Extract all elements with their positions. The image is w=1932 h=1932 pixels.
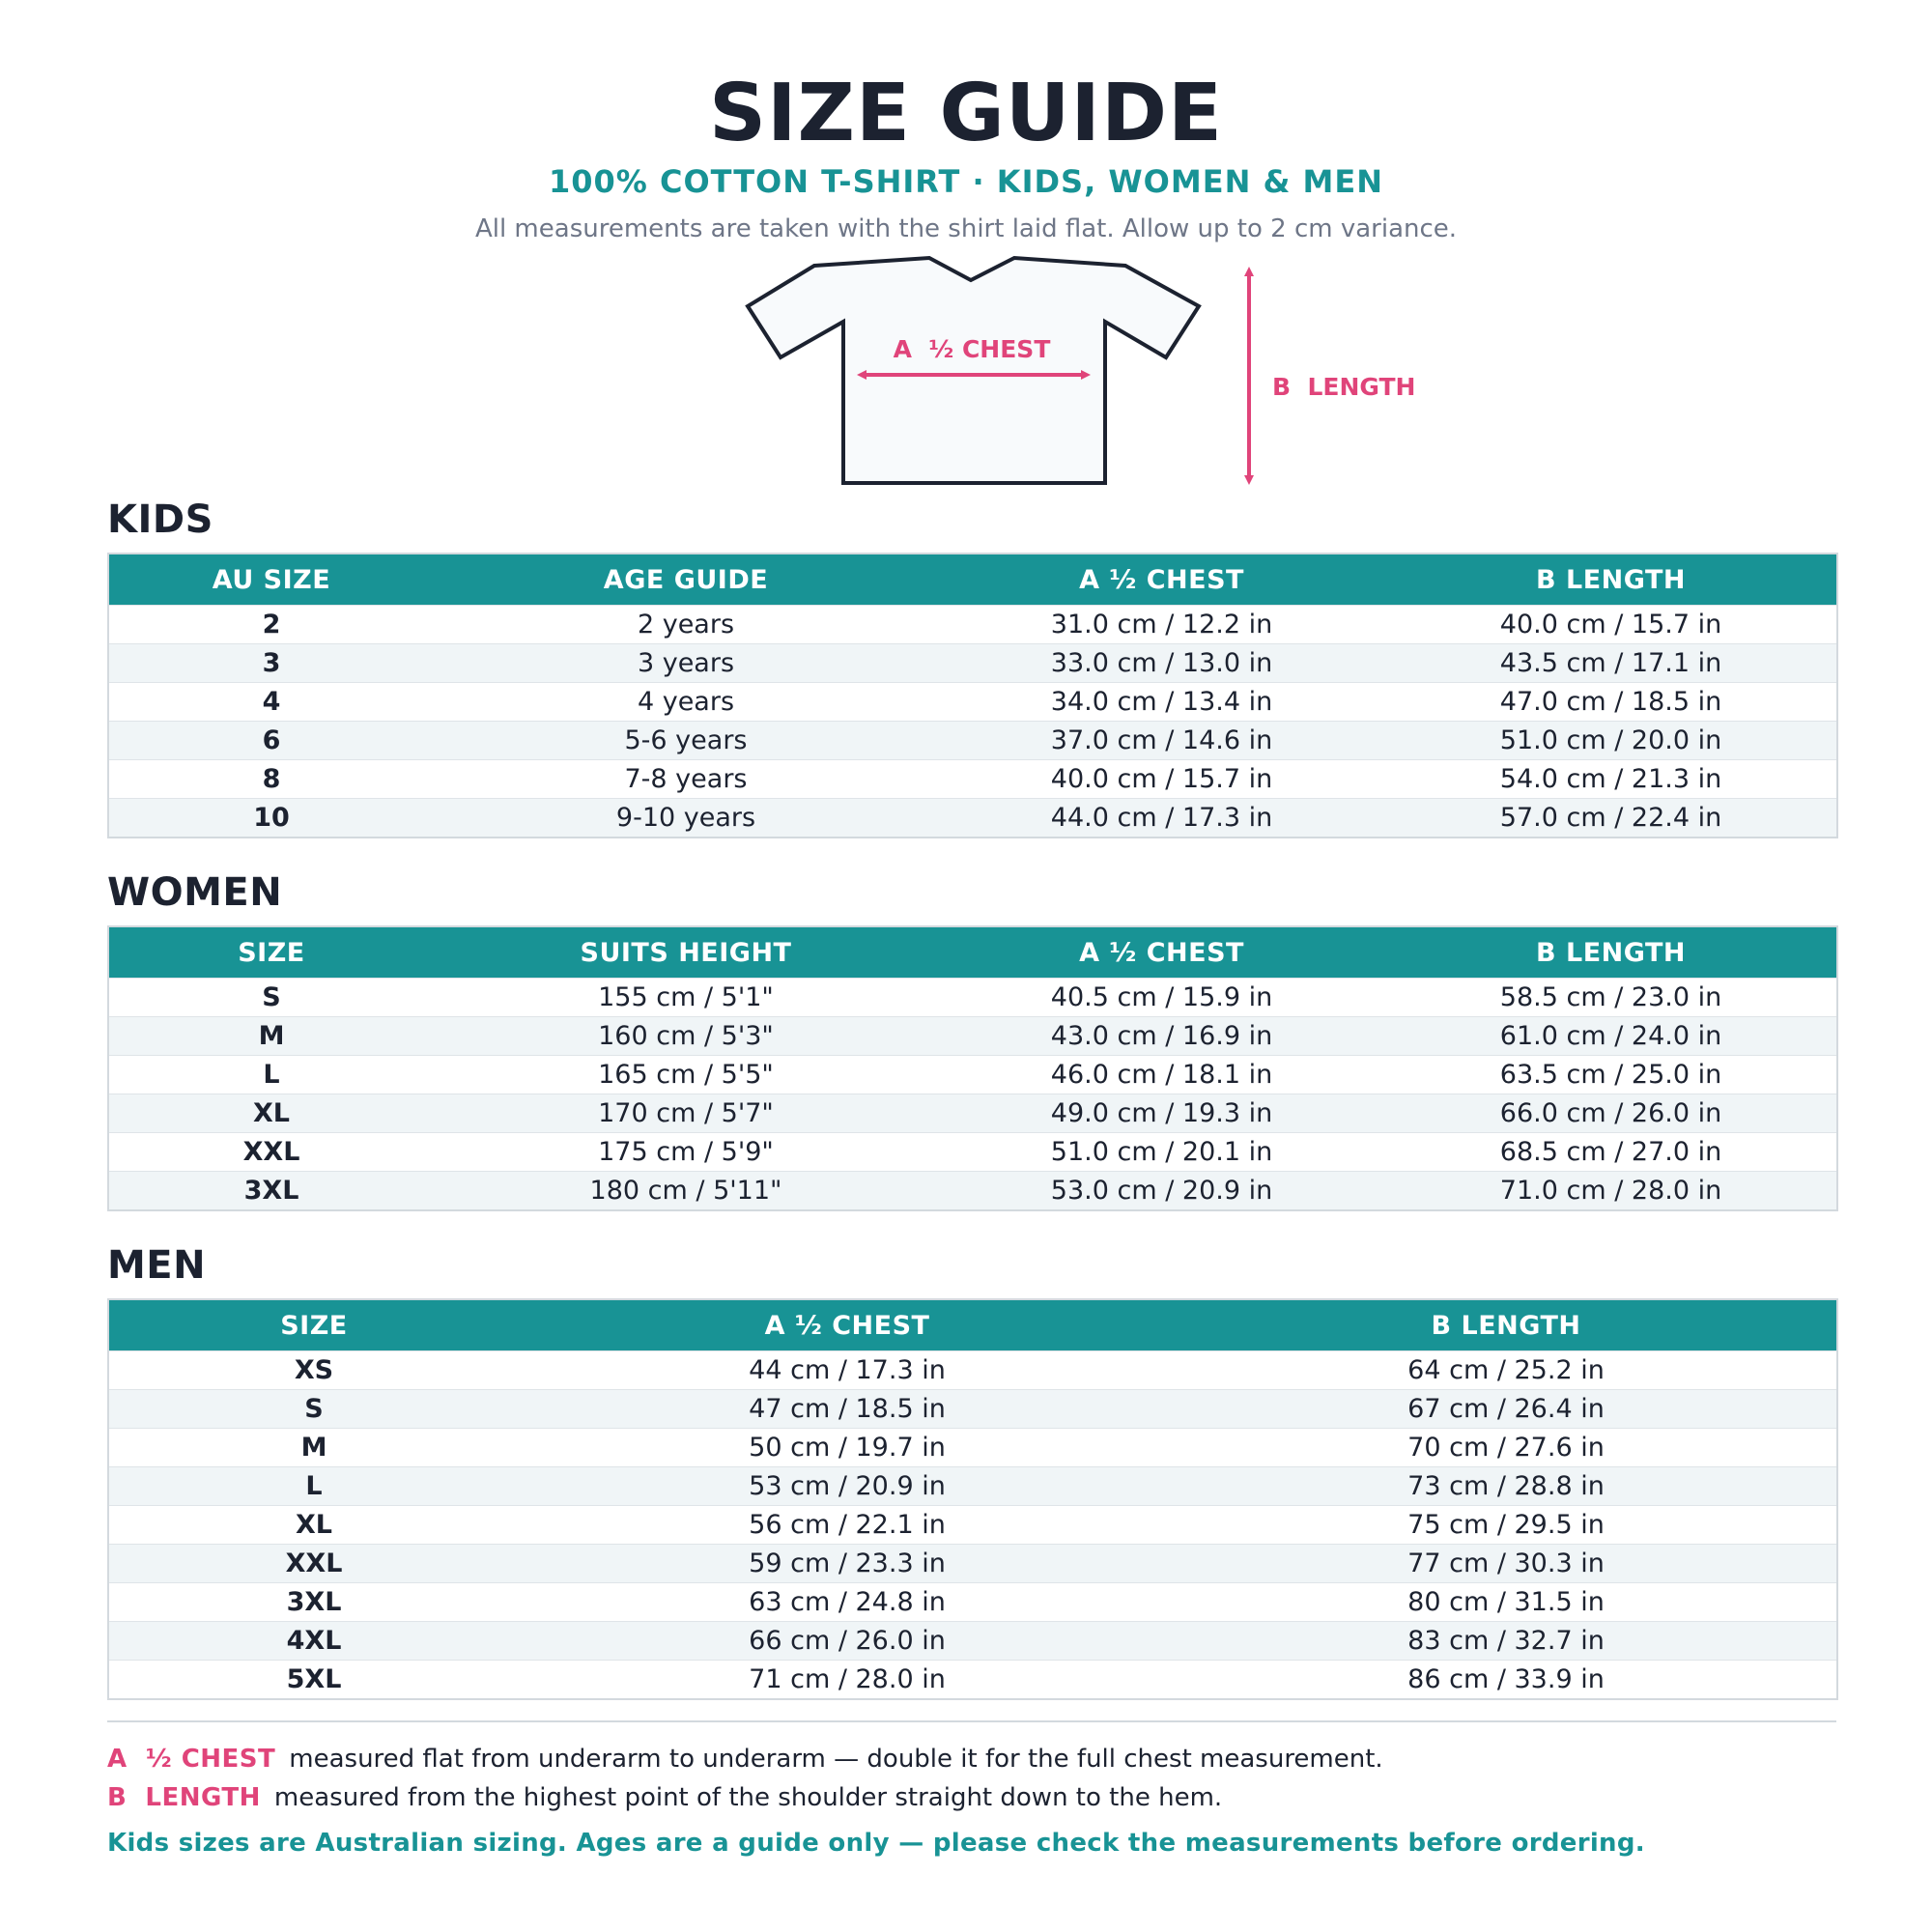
tshirt-outline [748, 258, 1199, 483]
table-row [108, 1133, 1837, 1172]
kids-section-title: KIDS [107, 497, 213, 542]
chest-cell: 46.0 cm / 18.1 in [938, 1056, 1385, 1094]
chest-cell: 50 cm / 19.7 in [519, 1429, 1176, 1467]
chest-cell: 44 cm / 17.3 in [519, 1351, 1176, 1390]
page-subtitle: 100% COTTON T-SHIRT · KIDS, WOMEN & MEN [548, 163, 1384, 200]
chest-cell: 31.0 cm / 12.2 in [938, 606, 1385, 644]
legend-length [107, 1780, 1222, 1815]
chest-cell: 66 cm / 26.0 in [519, 1622, 1176, 1661]
women-header-height: SUITS HEIGHT [434, 926, 938, 979]
table-row [108, 1583, 1837, 1622]
length-cell: 67 cm / 26.4 in [1176, 1390, 1837, 1429]
size-cell: 4XL [108, 1622, 519, 1661]
table-row [108, 1094, 1837, 1133]
legend-length-text: measured from the highest point of the shoulder straight down to the hem. [273, 1783, 1223, 1812]
table-row [108, 760, 1837, 799]
length-cell: 57.0 cm / 22.4 in [1385, 799, 1837, 838]
size-cell: 3XL [108, 1172, 434, 1211]
table-row [108, 979, 1837, 1017]
height-cell: 180 cm / 5'11" [434, 1172, 938, 1211]
chest-cell: 51.0 cm / 20.1 in [938, 1133, 1385, 1172]
chest-cell: 49.0 cm / 19.3 in [938, 1094, 1385, 1133]
table-row [108, 722, 1837, 760]
size-cell: 8 [108, 760, 434, 799]
size-cell: L [108, 1467, 519, 1506]
height-cell: 155 cm / 5'1" [434, 979, 938, 1017]
length-cell: 75 cm / 29.5 in [1176, 1506, 1837, 1545]
table-row [108, 1467, 1837, 1506]
length-cell: 71.0 cm / 28.0 in [1385, 1172, 1837, 1211]
legend-chest [107, 1742, 1383, 1776]
chest-cell: 43.0 cm / 16.9 in [938, 1017, 1385, 1056]
age-cell: 9-10 years [434, 799, 938, 838]
height-cell: 175 cm / 5'9" [434, 1133, 938, 1172]
size-cell: 5XL [108, 1661, 519, 1700]
table-row [108, 1056, 1837, 1094]
length-cell: 83 cm / 32.7 in [1176, 1622, 1837, 1661]
size-cell: S [108, 1390, 519, 1429]
legend-length-key: B LENGTH [107, 1783, 261, 1812]
chest-cell: 34.0 cm / 13.4 in [938, 683, 1385, 722]
chest-cell: 37.0 cm / 14.6 in [938, 722, 1385, 760]
table-row [108, 1622, 1837, 1661]
kids-header-age: AGE GUIDE [434, 554, 938, 606]
men-header-chest: A ½ CHEST [519, 1299, 1176, 1351]
size-cell: M [108, 1017, 434, 1056]
chest-cell: 44.0 cm / 17.3 in [938, 799, 1385, 838]
page-title: SIZE GUIDE [708, 68, 1224, 159]
chest-cell: 40.5 cm / 15.9 in [938, 979, 1385, 1017]
women-header-size: SIZE [108, 926, 434, 979]
length-cell: 66.0 cm / 26.0 in [1385, 1094, 1837, 1133]
table-row [108, 1172, 1837, 1211]
size-cell: M [108, 1429, 519, 1467]
length-cell: 40.0 cm / 15.7 in [1385, 606, 1837, 644]
length-cell: 54.0 cm / 21.3 in [1385, 760, 1837, 799]
age-cell: 3 years [434, 644, 938, 683]
chest-cell: 53 cm / 20.9 in [519, 1467, 1176, 1506]
women-size-table [107, 925, 1838, 1211]
men-header-size: SIZE [108, 1299, 519, 1351]
men-size-table [107, 1298, 1838, 1700]
tshirt-diagram [0, 0, 1932, 502]
women-header-row [108, 926, 1837, 979]
legend-chest-text: measured flat from underarm to underarm — double it for the full chest measurement. [289, 1745, 1383, 1774]
size-cell: L [108, 1056, 434, 1094]
table-row [108, 606, 1837, 644]
size-cell: 4 [108, 683, 434, 722]
table-row [108, 1545, 1837, 1583]
height-cell: 160 cm / 5'3" [434, 1017, 938, 1056]
women-section-title: WOMEN [107, 870, 283, 915]
chest-cell: 59 cm / 23.3 in [519, 1545, 1176, 1583]
height-cell: 170 cm / 5'7" [434, 1094, 938, 1133]
legend-chest-key: A ½ CHEST [107, 1745, 276, 1774]
men-header-row [108, 1299, 1837, 1351]
kids-header-row [108, 554, 1837, 606]
size-cell: XS [108, 1351, 519, 1390]
length-cell: 80 cm / 31.5 in [1176, 1583, 1837, 1622]
age-cell: 5-6 years [434, 722, 938, 760]
divider [107, 1720, 1836, 1722]
table-row [108, 1506, 1837, 1545]
length-cell: 63.5 cm / 25.0 in [1385, 1056, 1837, 1094]
chest-cell: 33.0 cm / 13.0 in [938, 644, 1385, 683]
table-row [108, 799, 1837, 838]
table-row [108, 644, 1837, 683]
size-cell: 3XL [108, 1583, 519, 1622]
kids-header-chest: A ½ CHEST [938, 554, 1385, 606]
age-cell: 4 years [434, 683, 938, 722]
table-row [108, 1351, 1837, 1390]
women-header-chest: A ½ CHEST [938, 926, 1385, 979]
length-cell: 64 cm / 25.2 in [1176, 1351, 1837, 1390]
kids-header-length: B LENGTH [1385, 554, 1837, 606]
chest-cell: 71 cm / 28.0 in [519, 1661, 1176, 1700]
age-cell: 2 years [434, 606, 938, 644]
chest-cell: 63 cm / 24.8 in [519, 1583, 1176, 1622]
men-header-length: B LENGTH [1176, 1299, 1837, 1351]
size-cell: S [108, 979, 434, 1017]
men-section-title: MEN [107, 1243, 207, 1288]
table-row [108, 1661, 1837, 1700]
women-header-length: B LENGTH [1385, 926, 1837, 979]
table-row [108, 1017, 1837, 1056]
length-cell: 51.0 cm / 20.0 in [1385, 722, 1837, 760]
size-cell: XXL [108, 1133, 434, 1172]
chest-cell: 40.0 cm / 15.7 in [938, 760, 1385, 799]
chest-label: A ½ CHEST [893, 335, 1051, 363]
length-cell: 61.0 cm / 24.0 in [1385, 1017, 1837, 1056]
length-cell: 43.5 cm / 17.1 in [1385, 644, 1837, 683]
length-cell: 73 cm / 28.8 in [1176, 1467, 1837, 1506]
height-cell: 165 cm / 5'5" [434, 1056, 938, 1094]
length-cell: 86 cm / 33.9 in [1176, 1661, 1837, 1700]
length-cell: 47.0 cm / 18.5 in [1385, 683, 1837, 722]
kids-header-size: AU SIZE [108, 554, 434, 606]
measurement-note: All measurements are taken with the shirt laid flat. Allow up to 2 cm variance. [474, 214, 1458, 243]
size-cell: 2 [108, 606, 434, 644]
age-cell: 7-8 years [434, 760, 938, 799]
size-cell: XL [108, 1506, 519, 1545]
length-cell: 70 cm / 27.6 in [1176, 1429, 1837, 1467]
size-cell: XL [108, 1094, 434, 1133]
length-cell: 68.5 cm / 27.0 in [1385, 1133, 1837, 1172]
length-label: B LENGTH [1272, 373, 1416, 401]
chest-cell: 47 cm / 18.5 in [519, 1390, 1176, 1429]
size-cell: 3 [108, 644, 434, 683]
size-cell: XXL [108, 1545, 519, 1583]
size-cell: 6 [108, 722, 434, 760]
size-cell: 10 [108, 799, 434, 838]
length-cell: 77 cm / 30.3 in [1176, 1545, 1837, 1583]
table-row [108, 1390, 1837, 1429]
length-cell: 58.5 cm / 23.0 in [1385, 979, 1837, 1017]
chest-cell: 56 cm / 22.1 in [519, 1506, 1176, 1545]
table-row [108, 1429, 1837, 1467]
chest-cell: 53.0 cm / 20.9 in [938, 1172, 1385, 1211]
footnote: Kids sizes are Australian sizing. Ages are a guide only — please check the measurements before ordering. [107, 1829, 1645, 1858]
table-row [108, 683, 1837, 722]
kids-size-table [107, 553, 1838, 838]
